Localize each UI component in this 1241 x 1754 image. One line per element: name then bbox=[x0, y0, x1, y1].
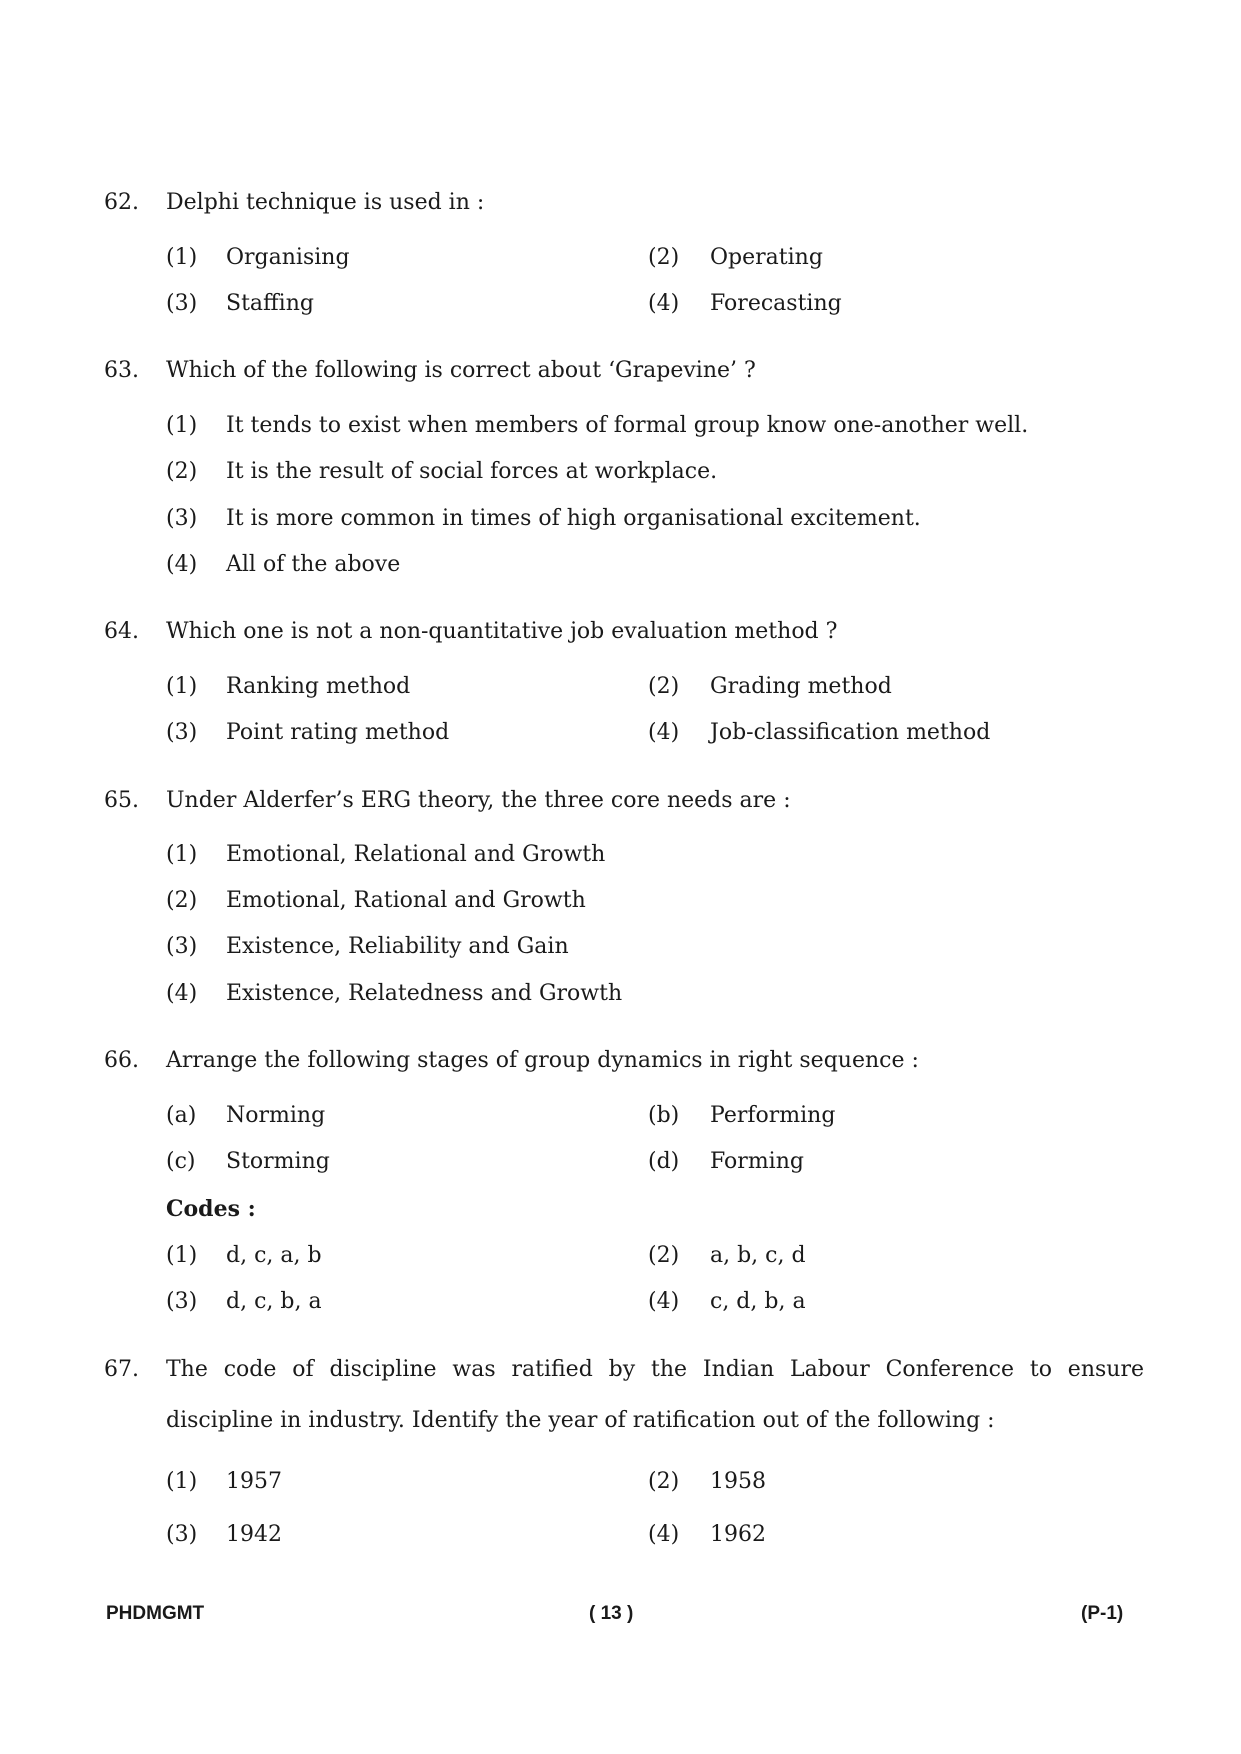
option-text: d, c, a, b bbox=[226, 1243, 322, 1268]
option-label: (3) bbox=[166, 934, 198, 959]
option-text: d, c, b, a bbox=[226, 1289, 322, 1314]
option-label: (1) bbox=[166, 842, 198, 867]
option-label: (3) bbox=[166, 720, 198, 745]
question-text: Arrange the following stages of group dynamics in right sequence : bbox=[166, 1048, 919, 1073]
option-label: (1) bbox=[166, 674, 198, 699]
option-text: Job-classification method bbox=[710, 720, 991, 745]
question-text: Under Alderfer’s ERG theory, the three core needs are : bbox=[166, 788, 791, 813]
option-text: Emotional, Rational and Growth bbox=[226, 888, 586, 913]
option-text: 1958 bbox=[710, 1469, 766, 1494]
question-number: 63. bbox=[104, 358, 139, 383]
option-text: Operating bbox=[710, 245, 823, 270]
question-text-line-2: discipline in industry. Identify the year of ratification out of the following : bbox=[166, 1408, 995, 1433]
item-label: (a) bbox=[166, 1103, 197, 1128]
option-label: (2) bbox=[166, 459, 198, 484]
question-text-line-1: The code of discipline was ratified by the Indian Labour Conference to ensure bbox=[166, 1357, 1144, 1382]
option-text: It is the result of social forces at workplace. bbox=[226, 459, 718, 484]
question-number: 67. bbox=[104, 1357, 139, 1382]
option-text: Emotional, Relational and Growth bbox=[226, 842, 606, 867]
option-label: (2) bbox=[648, 245, 680, 270]
question-number: 62. bbox=[104, 190, 139, 215]
option-label: (3) bbox=[166, 1522, 198, 1547]
option-text: It tends to exist when members of formal group know one-another well. bbox=[226, 413, 1029, 438]
question-number: 65. bbox=[104, 788, 139, 813]
item-label: (c) bbox=[166, 1149, 196, 1174]
option-text: Staffing bbox=[226, 291, 314, 316]
option-label: (4) bbox=[166, 981, 198, 1006]
question-number: 64. bbox=[104, 619, 139, 644]
option-text: 1942 bbox=[226, 1522, 282, 1547]
option-text: Existence, Relatedness and Growth bbox=[226, 981, 623, 1006]
option-label: (4) bbox=[648, 1289, 680, 1314]
option-label: (3) bbox=[166, 1289, 198, 1314]
option-text: a, b, c, d bbox=[710, 1243, 806, 1268]
option-label: (2) bbox=[166, 888, 198, 913]
item-text: Storming bbox=[226, 1149, 330, 1174]
option-label: (3) bbox=[166, 506, 198, 531]
option-label: (4) bbox=[648, 1522, 680, 1547]
option-label: (2) bbox=[648, 674, 680, 699]
option-text: Existence, Reliability and Gain bbox=[226, 934, 569, 959]
option-label: (4) bbox=[648, 291, 680, 316]
question-text: Delphi technique is used in : bbox=[166, 190, 485, 215]
option-text: Forecasting bbox=[710, 291, 842, 316]
footer-paper-code: PHDMGMT bbox=[106, 1603, 205, 1624]
option-text: It is more common in times of high organisational excitement. bbox=[226, 506, 921, 531]
footer-page-number: ( 13 ) bbox=[589, 1603, 634, 1624]
item-text: Forming bbox=[710, 1149, 804, 1174]
question-text: Which one is not a non-quantitative job evaluation method ? bbox=[166, 619, 838, 644]
codes-heading: Codes : bbox=[166, 1196, 256, 1222]
option-text: Ranking method bbox=[226, 674, 411, 699]
option-label: (3) bbox=[166, 291, 198, 316]
question-text: Which of the following is correct about ‘Grapevine’ ? bbox=[166, 358, 756, 383]
option-text: Point rating method bbox=[226, 720, 450, 745]
footer-set-code: (P-1) bbox=[1081, 1603, 1124, 1624]
option-label: (4) bbox=[166, 552, 198, 577]
question-number: 66. bbox=[104, 1048, 139, 1073]
item-label: (b) bbox=[648, 1103, 680, 1128]
option-label: (1) bbox=[166, 1243, 198, 1268]
option-text: 1957 bbox=[226, 1469, 282, 1494]
item-text: Performing bbox=[710, 1103, 836, 1128]
option-label: (2) bbox=[648, 1469, 680, 1494]
option-label: (1) bbox=[166, 1469, 198, 1494]
option-text: 1962 bbox=[710, 1522, 766, 1547]
option-text: c, d, b, a bbox=[710, 1289, 806, 1314]
option-text: All of the above bbox=[226, 552, 401, 577]
option-text: Grading method bbox=[710, 674, 892, 699]
option-label: (1) bbox=[166, 245, 198, 270]
item-text: Norming bbox=[226, 1103, 326, 1128]
item-label: (d) bbox=[648, 1149, 680, 1174]
option-label: (2) bbox=[648, 1243, 680, 1268]
option-label: (1) bbox=[166, 413, 198, 438]
option-label: (4) bbox=[648, 720, 680, 745]
option-text: Organising bbox=[226, 245, 350, 270]
